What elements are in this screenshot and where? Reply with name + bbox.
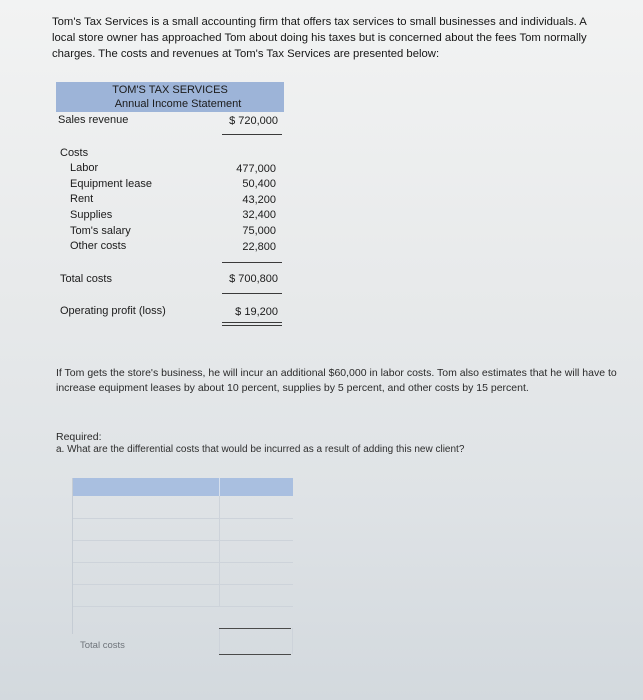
answer-row[interactable] xyxy=(73,496,293,519)
operating-profit-label: Operating profit (loss) xyxy=(60,305,166,317)
divider xyxy=(222,134,282,135)
divider xyxy=(222,322,282,323)
scenario-paragraph: If Tom gets the store's business, he will incur an additional $60,000 in labor costs. Tom also estimates that he will have to increase equipment leases by about 10 percent, supplies by 5 percent, and other costs by 15 percent. xyxy=(56,367,617,394)
sales-revenue-value: $ 720,000 xyxy=(229,115,278,127)
costs-heading: Costs xyxy=(60,147,89,159)
statement-subtitle: Annual Income Statement xyxy=(114,98,242,110)
answer-row[interactable] xyxy=(73,540,293,563)
answer-table xyxy=(72,478,293,634)
answer-row[interactable] xyxy=(73,518,293,541)
cost-label-equipment-lease: Equipment lease xyxy=(70,178,152,190)
statement-title: TOM'S TAX SERVICES xyxy=(112,84,228,96)
cost-value-equipment-lease: 50,400 xyxy=(242,178,276,190)
cost-label-other-costs: Other costs xyxy=(70,240,127,252)
required-heading: Required: xyxy=(56,431,102,443)
intro-paragraph: Tom's Tax Services is a small accounting firm that offers tax services to small businesses and individuals. A local store owner has approached Tom about doing his taxes but is concerned about the fees Tom normally charges. The costs and revenues at Tom's Tax Services are presented below: xyxy=(52,16,587,60)
cost-value-supplies: 32,400 xyxy=(242,209,276,221)
double-underline xyxy=(222,325,282,326)
cost-label-rent: Rent xyxy=(70,193,94,205)
statement-header xyxy=(56,82,284,112)
cost-value-rent: 43,200 xyxy=(242,194,276,206)
total-costs-label: Total costs xyxy=(60,273,112,285)
cost-value-labor: 477,000 xyxy=(236,163,276,175)
cost-value-toms-salary: 75,000 xyxy=(242,225,276,237)
required-part-a: a. What are the differential costs that would be incurred as a result of adding this new client? xyxy=(56,444,465,455)
total-top-rule xyxy=(219,628,291,629)
answer-table-header xyxy=(73,478,293,496)
operating-profit-value: $ 19,200 xyxy=(235,306,278,318)
total-costs-value: $ 700,800 xyxy=(229,273,278,285)
answer-total-label: Total costs xyxy=(80,640,125,651)
cost-label-labor: Labor xyxy=(70,162,99,174)
sales-revenue-label: Sales revenue xyxy=(58,114,129,126)
divider xyxy=(222,293,282,294)
cost-label-supplies: Supplies xyxy=(70,209,113,221)
answer-row[interactable] xyxy=(73,584,293,607)
total-bottom-rule xyxy=(219,654,291,655)
total-costs-answer-cell[interactable] xyxy=(219,628,293,654)
answer-row[interactable] xyxy=(73,562,293,585)
cost-value-other-costs: 22,800 xyxy=(242,241,276,253)
cost-label-toms-salary: Tom's salary xyxy=(70,225,131,237)
divider xyxy=(222,262,282,263)
